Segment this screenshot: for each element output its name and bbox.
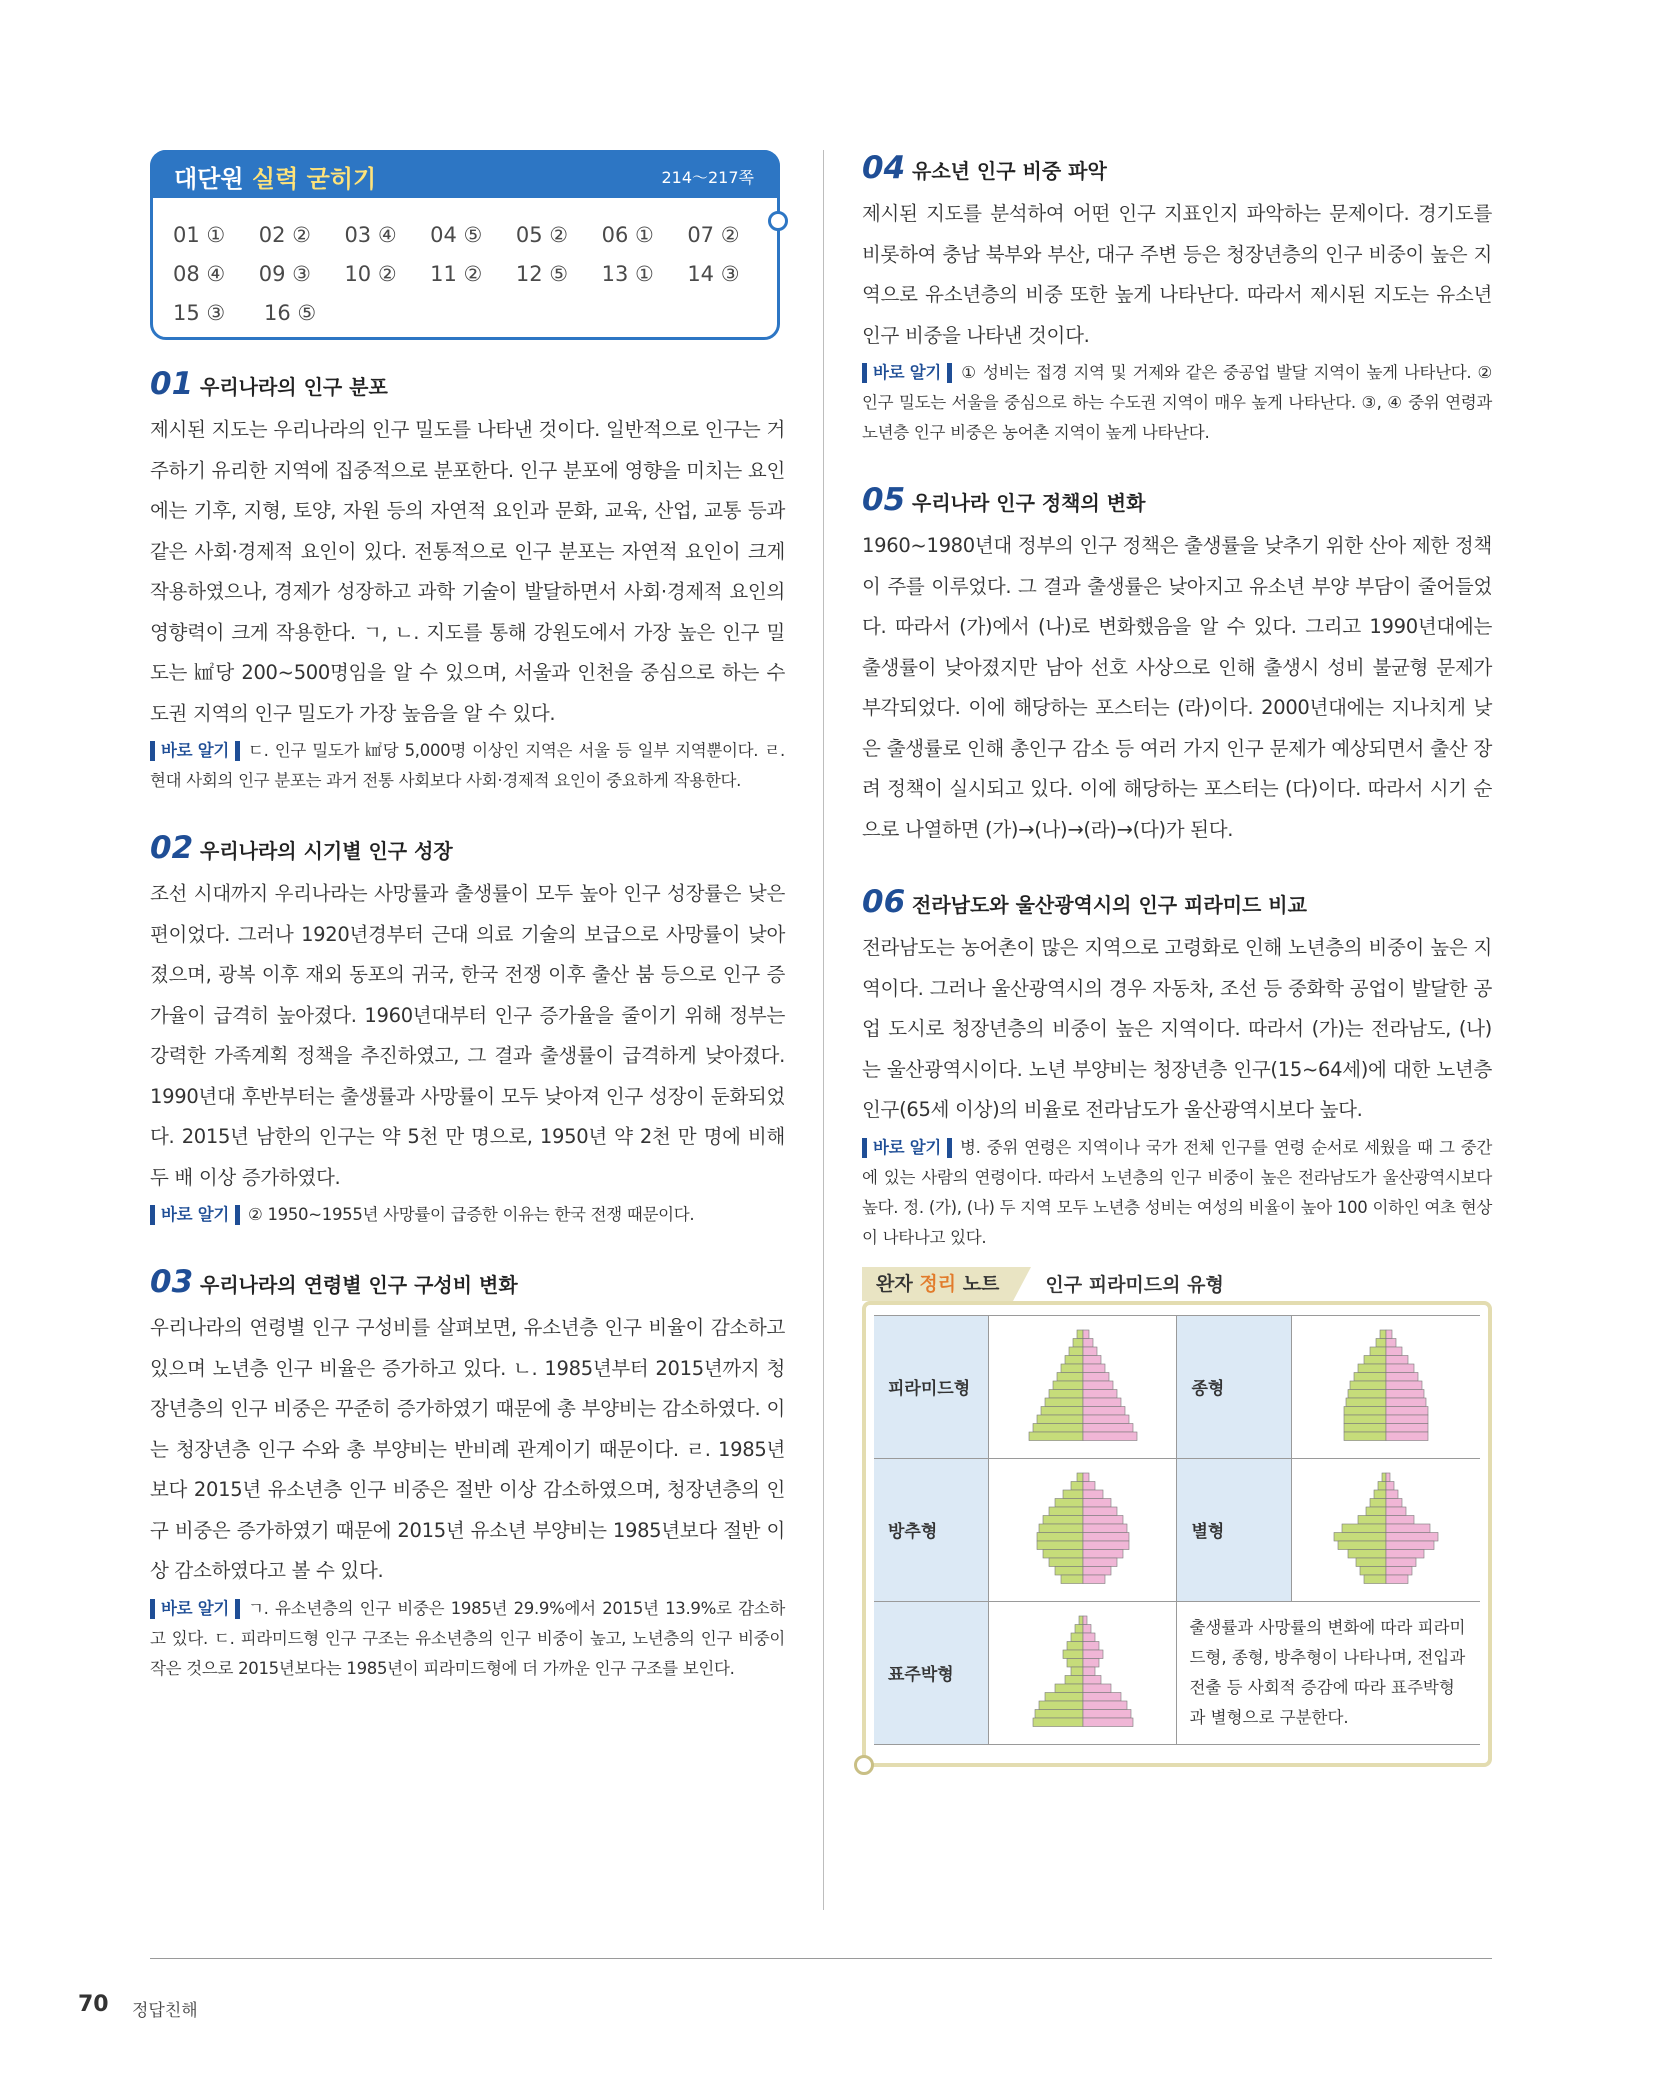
- male-bar: [1043, 1515, 1083, 1524]
- note-label: 바로 알기: [862, 1138, 952, 1158]
- section-04: [862, 150, 1492, 448]
- bell-diagram: [1292, 1315, 1480, 1458]
- answer-item: 15 ③: [173, 300, 226, 325]
- female-bar: [1083, 1658, 1099, 1667]
- answer-item: 09 ③: [258, 261, 311, 286]
- female-bar: [1386, 1575, 1408, 1584]
- male-bar: [1350, 1381, 1386, 1390]
- section-header: [862, 884, 1492, 920]
- male-bar: [1378, 1481, 1386, 1490]
- section-body: 조선 시대까지 우리나라는 사망률과 출생률이 모두 높아 인구 성장률은 낮은 편이었다. 그러나 1920년경부터 근대 의료 기술의 보급으로 사망률이 낮아졌으며, 광복 이후 재외 동포의 귀국, 한국 전쟁 이후 출산 붐 등으로 인구 증가율이 급격히 높아졌다. 1960년대부터 인구 증가율을 줄이기 위해 정부는 강력한 가족계획 정책을 추진하였고, 그 결과 출생률이 급격하게 낮아졌다. 1990년대 후반부터는 출생률과 사망률이 모두 낮아져 인구 성장이 둔화되었다. 2015년 남한의 인구는 약 5천 만 명으로, 1950년 약 2천 만 명에 비해 두 배 이상 증가하였다.: [150, 882, 785, 1189]
- female-bar: [1083, 1398, 1121, 1407]
- male-bar: [1053, 1381, 1083, 1390]
- female-bar: [1386, 1507, 1406, 1516]
- column-divider: [823, 150, 824, 1910]
- female-bar: [1083, 1364, 1105, 1373]
- answer-row: [173, 254, 773, 293]
- concept-note-subtitle: 인구 피라미드의 유형: [1045, 1274, 1224, 1296]
- male-bar: [1039, 1701, 1083, 1710]
- male-bar: [1344, 1432, 1386, 1441]
- male-bar: [1045, 1398, 1083, 1407]
- female-bar: [1386, 1330, 1392, 1339]
- male-bar: [1376, 1338, 1386, 1347]
- answer-item: 03 ④: [344, 222, 397, 247]
- female-bar: [1386, 1364, 1414, 1373]
- male-bar: [1344, 1406, 1386, 1415]
- gourd-figure: [1008, 1612, 1158, 1730]
- note-text: ㄱ. 유소년층의 인구 비중은 1985년 29.9%에서 2015년 13.9%로 감소하고 있다. ㄷ. 피라미드형 인구 구조는 유소년층의 인구 비중이 높고, 노년층의 인구 비중이 작은 것으로 2015년보다는 1985년이 피라미드형에 더 가까운 인구 구조를 보인다.: [150, 1598, 785, 1678]
- note-text: ① 성비는 접경 지역 및 거제와 같은 중공업 발달 지역이 높게 나타난다. ② 인구 밀도는 서울을 중심으로 하는 수도권 지역이 매우 높게 나타난다. ③, ④ 중위 연령과 노년층 인구 비중은 농어촌 지역이 높게 나타난다.: [862, 363, 1492, 442]
- section-body: 제시된 지도는 우리나라의 인구 밀도를 나타낸 것이다. 일반적으로 인구는 거주하기 유리한 지역에 집중적으로 분포한다. 인구 분포에 영향을 미치는 요인에는 기후, 지형, 토양, 자원 등의 자연적 요인과 문화, 교육, 산업, 교통 등과 같은 사회·경제적 요인이 있다. 전통적으로 인구 분포는 자연적 요인이 크게 작용하였으나, 경제가 성장하고 과학 기술이 발달하면서 사회·경제적 요인의 영향력이 크게 작용한다. ㄱ, ㄴ. 지도를 통해 강원도에서 가장 높은 인구 밀도는 ㎢당 200~500명임을 알 수 있으며, 서울과 인천을 중심으로 하는 수도권 지역의 인구 밀도가 가장 높음을 알 수 있다.: [150, 418, 785, 725]
- female-bar: [1386, 1381, 1422, 1390]
- type-label-star: 별형: [1177, 1458, 1292, 1601]
- female-bar: [1083, 1406, 1125, 1415]
- female-bar: [1083, 1667, 1095, 1676]
- male-bar: [1033, 1423, 1083, 1432]
- correction-note: [862, 1133, 1492, 1253]
- male-bar: [1364, 1355, 1386, 1364]
- female-bar: [1083, 1481, 1095, 1490]
- female-bar: [1386, 1490, 1398, 1499]
- pyramid-type-table: [874, 1315, 1480, 1745]
- male-bar: [1380, 1330, 1386, 1339]
- female-bar: [1083, 1549, 1123, 1558]
- female-bar: [1083, 1718, 1133, 1727]
- left-column: [150, 150, 785, 1718]
- spindle-figure: [1008, 1469, 1158, 1587]
- section-title: 전라남도와 울산광역시의 인구 피라미드 비교: [912, 893, 1307, 917]
- answer-item: 08 ④: [173, 261, 226, 286]
- female-bar: [1083, 1616, 1087, 1625]
- section-number: 02: [150, 830, 194, 866]
- male-bar: [1334, 1532, 1386, 1541]
- male-bar: [1366, 1507, 1386, 1516]
- section-06: [862, 884, 1492, 1253]
- spindle-diagram: [988, 1458, 1177, 1601]
- concept-note-box: [862, 1301, 1492, 1767]
- pyramid-diagram: [988, 1315, 1177, 1458]
- section-03: [150, 1264, 785, 1684]
- female-bar: [1083, 1507, 1117, 1516]
- female-bar: [1083, 1490, 1103, 1499]
- answer-box-header: [150, 150, 780, 198]
- section-header: [862, 150, 1492, 186]
- section-title: 유소년 인구 비중 파악: [912, 159, 1107, 183]
- section-header: [862, 482, 1492, 518]
- male-bar: [1049, 1507, 1083, 1516]
- page-number: 70: [78, 1992, 109, 2017]
- note-text: ㄷ. 인구 밀도가 ㎢당 5,000명 이상인 지역은 서울 등 일부 지역뿐이다. ㄹ. 현대 사회의 인구 분포는 과거 전통 사회보다 사회·경제적 요인이 중요하게 작용한다.: [150, 741, 785, 790]
- male-bar: [1077, 1330, 1083, 1339]
- note-label: 바로 알기: [150, 1599, 240, 1619]
- female-bar: [1386, 1566, 1412, 1575]
- female-bar: [1083, 1541, 1129, 1550]
- female-bar: [1386, 1415, 1428, 1424]
- male-bar: [1055, 1566, 1083, 1575]
- male-bar: [1370, 1498, 1386, 1507]
- male-bar: [1043, 1549, 1083, 1558]
- female-bar: [1083, 1432, 1137, 1441]
- note-label: 바로 알기: [150, 1205, 240, 1225]
- concept-note-tab: 완자 정리 노트: [862, 1267, 1013, 1301]
- male-bar: [1067, 1641, 1083, 1650]
- female-bar: [1386, 1515, 1414, 1524]
- female-bar: [1386, 1473, 1390, 1482]
- table-row: [874, 1601, 1480, 1744]
- male-bar: [1063, 1490, 1083, 1499]
- male-bar: [1360, 1566, 1386, 1575]
- answer-item: 16 ⑤: [264, 300, 317, 325]
- female-bar: [1083, 1624, 1091, 1633]
- table-row: [874, 1315, 1480, 1458]
- star-diagram: [1292, 1458, 1480, 1601]
- male-bar: [1057, 1372, 1083, 1381]
- male-bar: [1069, 1347, 1083, 1356]
- decor-dot: [854, 1755, 874, 1775]
- section-title: 우리나라의 인구 분포: [200, 375, 388, 399]
- male-bar: [1049, 1389, 1083, 1398]
- male-bar: [1033, 1718, 1083, 1727]
- female-bar: [1386, 1406, 1428, 1415]
- female-bar: [1083, 1515, 1123, 1524]
- type-label-gourd: 표주박형: [874, 1601, 988, 1744]
- female-bar: [1083, 1650, 1103, 1659]
- male-bar: [1041, 1406, 1083, 1415]
- male-bar: [1348, 1389, 1386, 1398]
- female-bar: [1083, 1532, 1129, 1541]
- female-bar: [1083, 1701, 1127, 1710]
- section-header: [150, 830, 785, 866]
- female-bar: [1083, 1566, 1111, 1575]
- right-column: [862, 150, 1492, 1767]
- female-bar: [1083, 1347, 1097, 1356]
- note-label: 바로 알기: [862, 363, 952, 383]
- section-number: 03: [150, 1264, 194, 1300]
- section-body: 제시된 지도를 분석하여 어떤 인구 지표인지 파악하는 문제이다. 경기도를 비롯하여 충남 북부와 부산, 대구 주변 등은 청장년층의 인구 비중이 높은 지역으로 유소년층의 비중 또한 높게 나타난다. 따라서 제시된 지도는 유소년 인구 비중을 나타낸 것이다.: [862, 202, 1492, 347]
- male-bar: [1071, 1481, 1083, 1490]
- female-bar: [1386, 1549, 1424, 1558]
- note-text: ② 1950~1955년 사망률이 급증한 이유는 한국 전쟁 때문이다.: [248, 1205, 695, 1224]
- female-bar: [1083, 1524, 1127, 1533]
- female-bar: [1083, 1389, 1117, 1398]
- table-row: [874, 1458, 1480, 1601]
- male-bar: [1342, 1524, 1386, 1533]
- answer-item: 06 ①: [601, 222, 654, 247]
- female-bar: [1083, 1684, 1111, 1693]
- female-bar: [1386, 1338, 1396, 1347]
- female-bar: [1083, 1381, 1113, 1390]
- male-bar: [1356, 1558, 1386, 1567]
- type-label-pyramid: 피라미드형: [874, 1315, 988, 1458]
- book-name: 정답친해: [132, 2001, 198, 2021]
- answer-item: 04 ⑤: [430, 222, 483, 247]
- correction-note: [862, 358, 1492, 448]
- answer-item: 11 ②: [430, 261, 483, 286]
- female-bar: [1386, 1423, 1428, 1432]
- answer-item: 14 ③: [687, 261, 740, 286]
- male-bar: [1071, 1633, 1083, 1642]
- star-figure: [1311, 1469, 1461, 1587]
- male-bar: [1370, 1347, 1386, 1356]
- female-bar: [1386, 1524, 1430, 1533]
- female-bar: [1083, 1675, 1101, 1684]
- female-bar: [1386, 1389, 1424, 1398]
- female-bar: [1386, 1541, 1434, 1550]
- male-bar: [1039, 1524, 1083, 1533]
- answer-item: 05 ②: [515, 222, 569, 247]
- male-bar: [1035, 1709, 1083, 1718]
- section-body: 우리나라의 연령별 인구 구성비를 살펴보면, 유소년층 인구 비율이 감소하고 있으며 노년층 인구 비율은 증가하고 있다. ㄴ. 1985년부터 2015년까지 청장년층의 인구 비중은 꾸준히 증가하였기 때문에 총 부양비는 감소하였다. 이는 청장년층 인구 수와 총 부양비는 반비례 관계이기 때문이다. ㄹ. 1985년보다 2015년 유소년층 인구 비중은 절반 이상 감소하였으며, 청장년층의 인구 비중은 증가하였기 때문에 2015년 유소년 부양비는 1985년보다 절반 이상 감소하였다고 볼 수 있다.: [150, 1316, 785, 1582]
- correction-note: [150, 736, 785, 796]
- male-bar: [1344, 1415, 1386, 1424]
- male-bar: [1073, 1338, 1083, 1347]
- answer-box: [150, 150, 780, 340]
- answer-item: 12 ⑤: [515, 261, 569, 286]
- note-label: 바로 알기: [150, 741, 240, 761]
- section-header: [150, 1264, 785, 1300]
- female-bar: [1083, 1372, 1109, 1381]
- female-bar: [1083, 1558, 1117, 1567]
- answer-item: 10 ②: [344, 261, 397, 286]
- male-bar: [1344, 1423, 1386, 1432]
- male-bar: [1338, 1541, 1386, 1550]
- section-01: [150, 366, 785, 796]
- male-bar: [1037, 1415, 1083, 1424]
- concept-description: 출생률과 사망률의 변화에 따라 피라미드형, 종형, 방추형이 나타나며, 전입과 전출 등 사회적 증감에 따라 표주박형과 별형으로 구분한다.: [1177, 1601, 1480, 1744]
- male-bar: [1049, 1558, 1083, 1567]
- male-bar: [1071, 1667, 1083, 1676]
- female-bar: [1083, 1415, 1129, 1424]
- female-bar: [1083, 1709, 1131, 1718]
- female-bar: [1083, 1692, 1121, 1701]
- answer-item: 07 ②: [687, 222, 740, 247]
- male-bar: [1037, 1541, 1083, 1550]
- answer-box-title: 대단원 실력 굳히기: [174, 165, 377, 193]
- female-bar: [1386, 1532, 1438, 1541]
- male-bar: [1358, 1515, 1386, 1524]
- note-text: 병. 중위 연령은 지역이나 국가 전체 인구를 연령 순서로 세웠을 때 그 중간에 있는 사람의 연령이다. 따라서 노년층의 인구 비중이 높은 전라남도가 울산광역시보다 높다. 정. (가), (나) 두 지역 모두 노년층 성비는 여성의 비율이 높아 100 이하인 여초 현상이 나타나고 있다.: [862, 1137, 1492, 1247]
- male-bar: [1065, 1675, 1083, 1684]
- section-body: 1960~1980년대 정부의 인구 정책은 출생률을 낮추기 위한 산아 제한 정책이 주를 이루었다. 그 결과 출생률은 낮아지고 유소년 부양 부담이 줄어들었다. 따라서 (가)에서 (나)로 변화했음을 알 수 있다. 그리고 1990년대에는 출생률이 낮아졌지만 남아 선호 사상으로 인해 출생시 성비 불균형 문제가 부각되었다. 이에 해당하는 포스터는 (라)이다. 2000년대에는 지나치게 낮은 출생률로 인해 총인구 감소 등 여러 가지 인구 문제가 예상되면서 출산 장려 정책이 실시되고 있다. 이에 해당하는 포스터는 (다)이다. 따라서 시기 순으로 나열하면 (가)→(나)→(라)→(다)가 된다.: [862, 534, 1492, 841]
- male-bar: [1055, 1684, 1083, 1693]
- female-bar: [1083, 1355, 1101, 1364]
- type-label-spindle: 방추형: [874, 1458, 988, 1601]
- answer-grid: [173, 215, 773, 332]
- answer-item: 13 ①: [601, 261, 654, 286]
- female-bar: [1083, 1641, 1099, 1650]
- type-label-bell: 종형: [1177, 1315, 1292, 1458]
- male-bar: [1346, 1398, 1386, 1407]
- section-number: 05: [862, 482, 906, 518]
- section-body: 전라남도는 농어촌이 많은 지역으로 고령화로 인해 노년층의 비중이 높은 지역이다. 그러나 울산광역시의 경우 자동차, 조선 등 중화학 공업이 발달한 공업 도시로 청장년층의 비중이 높은 지역이다. 따라서 (가)는 전라남도, (나)는 울산광역시이다. 노년 부양비는 청장년층 인구(15~64세)에 대한 노년층 인구(65세 이상)의 비율로 전라남도가 울산광역시보다 높다.: [862, 936, 1492, 1121]
- male-bar: [1063, 1650, 1083, 1659]
- correction-note: [150, 1200, 785, 1230]
- male-bar: [1382, 1473, 1386, 1482]
- correction-note: [150, 1594, 785, 1684]
- answer-item: 01 ①: [173, 222, 226, 247]
- male-bar: [1354, 1372, 1386, 1381]
- female-bar: [1386, 1355, 1408, 1364]
- female-bar: [1386, 1432, 1428, 1441]
- male-bar: [1358, 1364, 1386, 1373]
- male-bar: [1079, 1616, 1083, 1625]
- male-bar: [1055, 1498, 1083, 1507]
- female-bar: [1083, 1575, 1105, 1584]
- section-number: 01: [150, 366, 194, 402]
- gourd-diagram: [988, 1601, 1177, 1744]
- male-bar: [1374, 1490, 1386, 1499]
- male-bar: [1067, 1658, 1083, 1667]
- female-bar: [1386, 1372, 1418, 1381]
- male-bar: [1061, 1364, 1083, 1373]
- section-header: [150, 366, 785, 402]
- male-bar: [1029, 1432, 1083, 1441]
- female-bar: [1083, 1338, 1093, 1347]
- answer-item: 02 ②: [258, 222, 311, 247]
- female-bar: [1386, 1398, 1426, 1407]
- female-bar: [1386, 1558, 1416, 1567]
- male-bar: [1045, 1692, 1083, 1701]
- female-bar: [1083, 1473, 1089, 1482]
- male-bar: [1037, 1532, 1083, 1541]
- female-bar: [1386, 1481, 1394, 1490]
- concept-note-header: [862, 1267, 1492, 1301]
- answer-row: [173, 215, 773, 254]
- male-bar: [1348, 1549, 1386, 1558]
- section-title: 우리나라의 연령별 인구 구성비 변화: [200, 1273, 518, 1297]
- section-number: 06: [862, 884, 906, 920]
- female-bar: [1386, 1498, 1402, 1507]
- section-number: 04: [862, 150, 906, 186]
- section-title: 우리나라 인구 정책의 변화: [912, 491, 1146, 515]
- answer-row: [173, 293, 773, 332]
- female-bar: [1386, 1347, 1402, 1356]
- female-bar: [1083, 1330, 1089, 1339]
- bell-figure: [1311, 1326, 1461, 1444]
- male-bar: [1075, 1624, 1083, 1633]
- male-bar: [1061, 1575, 1083, 1584]
- answer-box-pages: 214～217쪽: [661, 168, 754, 187]
- section-05: [862, 482, 1492, 850]
- section-02: [150, 830, 785, 1230]
- footer-rule: [150, 1958, 1492, 1959]
- pyramid-figure: [1008, 1326, 1158, 1444]
- male-bar: [1065, 1355, 1083, 1364]
- section-title: 우리나라의 시기별 인구 성장: [200, 839, 453, 863]
- male-bar: [1364, 1575, 1386, 1584]
- female-bar: [1083, 1423, 1133, 1432]
- female-bar: [1083, 1633, 1095, 1642]
- female-bar: [1083, 1498, 1111, 1507]
- male-bar: [1077, 1473, 1083, 1482]
